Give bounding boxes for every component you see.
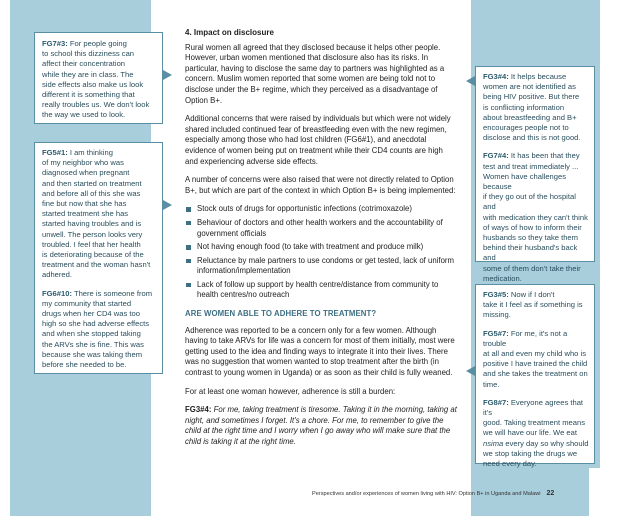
quote-tag: FG8#7: <box>483 397 509 407</box>
quote-text: Everyone agrees that it's good. Taking treatment means we will have our life. We eat <box>483 397 586 438</box>
speech-pointer <box>163 200 172 210</box>
quote-tag: FG3#5: <box>483 290 509 299</box>
quote-box-fg3-4 <box>475 66 595 283</box>
quote-entry <box>483 290 589 321</box>
quote-text: Now if I don't take it I feel as if something is missing. <box>483 290 583 320</box>
quote-italic-word: nsima <box>483 438 504 448</box>
bullet-square-icon <box>186 283 191 288</box>
quote-entry <box>483 151 589 284</box>
quote-text: For me, taking treatment is tiresome. Taking it in the morning, taking at night, and sometimes I forget. It's a chore. For me, to remember to give the child at the right time and I worry when I go away who will make sure that the child is taking it at the right time. <box>185 405 457 446</box>
list-item-text: Stock outs of drugs for opportunistic infections (cotrimoxazole) <box>197 204 412 214</box>
quote-box-fg3-5 <box>475 284 595 469</box>
speech-pointer <box>163 70 172 80</box>
quote-box-fg5-1 <box>34 142 163 374</box>
quote-entry <box>42 39 156 121</box>
quote-tag: FG3#4: <box>483 72 509 81</box>
speech-pointer <box>466 366 475 376</box>
quote-entry <box>483 72 589 143</box>
list-item <box>185 218 457 239</box>
quote-text: I am thinking of my neighbor who was diagnosed when pregnant and then started on treatment and before all of this she was fine but now that she has started treatment she has started having troubles and is unwell. The person looks very troubled. I feel that her health is deteriorating because of the treatment and the woman hasn't adhered. <box>42 148 151 280</box>
bullet-square-icon <box>186 259 191 264</box>
quote-tag: FG5#1: <box>42 148 68 157</box>
quote-text: For people going to school this dizziness can affect their concentration while they are in class. The side effects also make us look different it is something that really troubles us. We don't look the way we used to look. <box>42 39 150 120</box>
paragraph: A number of concerns were also raised that were not directly related to Option B+, but which are part of the context in which Option B+ is being implemented: <box>185 175 456 195</box>
paragraph: Additional concerns that were raised by individuals but which were not widely shared included continued fear of breastfeeding even with the new regimen, especially among those who had lost children (FG6#1), and anecdotal evidence of women being put on treatment while their CD4 counts are high and experiencing adverse side effects. <box>185 114 451 166</box>
main-text-column <box>185 28 457 456</box>
quote-tag: FG3#4: <box>185 405 212 415</box>
list-item <box>185 242 457 253</box>
section-subheading: ARE WOMEN ABLE TO ADHERE TO TREATMENT? <box>185 309 377 319</box>
quote-tag: FG7#3: <box>42 39 68 48</box>
quote-text: It has been that they test and treat immediately ... Women have challenges because if they go out of the hospital and with medication they can't think of ways of how to inform their husbands so they take them behind their husband's back and some of them don't take their medication. <box>483 151 588 283</box>
page-number: 22 <box>546 490 555 497</box>
list-item-text: Reluctance by male partners to use condoms or get tested, lack of uniform information/implementation <box>197 255 454 276</box>
list-item <box>185 204 457 215</box>
list-item <box>185 256 457 277</box>
section-heading: 4. Impact on disclosure <box>185 28 274 37</box>
quote-text: There is someone from my community that started drugs when her CD4 was too high so she had adverse effects and when she stopped taking the ARVs she is fine. This was because she was taking them before she needed to be. <box>42 288 153 370</box>
paragraph: Rural women all agreed that they disclosed because it helps other people. However, urban women mentioned that disclosure also has its risks. In particular, having to disclose the same day to partners was highlighted as a concern. Muslim women reported that some women are being told not to disclose under the B+ regime, which they perceived as a disadvantage of Option B+. <box>185 42 445 105</box>
speech-pointer <box>466 76 475 86</box>
quote-entry <box>42 148 156 281</box>
quote-tag: FG6#10: <box>42 288 72 298</box>
quote-tag: FG7#4: <box>483 151 509 161</box>
footer-text: Perspectives and/or experiences of women living with HIV: Option B+ in Uganda and Malawi <box>312 491 541 497</box>
bullet-square-icon <box>186 221 191 226</box>
quote-text: For me, it's not a trouble at all and even my child who is positive I have trained the child and she takes the treatment on time. <box>483 328 588 389</box>
list-item-text: Not having enough food (to take with treatment and produce milk) <box>197 242 424 252</box>
concerns-list <box>185 204 457 301</box>
inline-quote <box>185 405 457 447</box>
paragraph: For at least one woman however, adherence is still a burden: <box>185 386 396 396</box>
page-footer <box>312 490 597 497</box>
quote-entry <box>483 329 589 390</box>
list-item <box>185 280 457 301</box>
quote-text: It helps because women are not identified as being HIV positive. But there is conflicting information about breastfeeding and B+ encourages people not to disclose and this is not good. <box>483 72 581 143</box>
quote-entry <box>42 289 156 371</box>
list-item-text: Lack of follow up support by health centre/distance from community to health centres/no outreach <box>197 279 439 300</box>
list-item-text: Behaviour of doctors and other health workers and the accountability of government officials <box>197 217 443 238</box>
quote-entry <box>483 398 589 469</box>
bullet-square-icon <box>186 245 191 250</box>
quote-text: every day so why should we stop taking the drugs we need every day. <box>483 438 589 469</box>
paragraph: Adherence was reported to be a concern only for a few women. Although having to take ARVs for life was a concern for most of them initially, most were getting used to the idea and finding ways to integrate it into their lives. There was no suggestion that women wanted to stop treatment after the birth (in contrast to young women in Uganda) or as soon as their child is fully weaned. <box>185 325 455 378</box>
quote-box-fg7-3 <box>34 32 163 124</box>
bullet-square-icon <box>186 207 191 212</box>
quote-tag: FG5#7: <box>483 328 509 338</box>
